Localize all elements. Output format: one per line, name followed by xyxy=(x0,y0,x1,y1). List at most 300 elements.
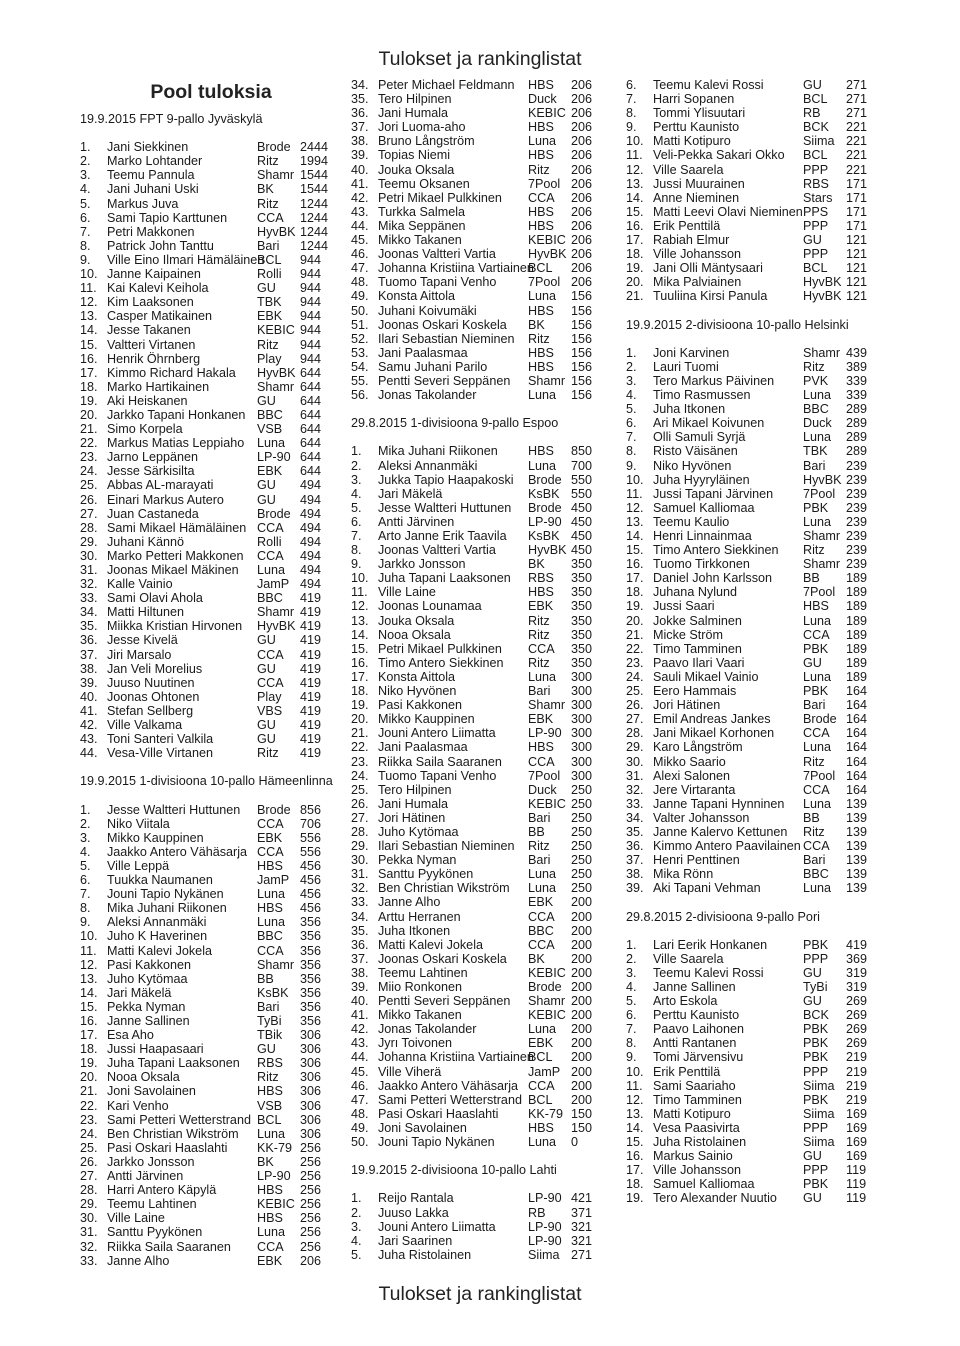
result-row xyxy=(626,726,888,740)
rank: 42. xyxy=(351,190,369,205)
rank: 17. xyxy=(80,365,98,380)
rank: 28. xyxy=(626,726,644,741)
club: Ritz xyxy=(528,655,550,670)
points: 189 xyxy=(846,627,868,642)
club: CCA xyxy=(528,754,555,769)
rank: 15. xyxy=(80,999,98,1014)
club: HBS xyxy=(528,148,554,163)
player-name: Lari Eerik Honkanen xyxy=(653,937,768,952)
result-row xyxy=(351,839,613,853)
club: EBK xyxy=(257,309,283,324)
result-row xyxy=(80,464,342,478)
points: 556 xyxy=(300,830,322,845)
rank: 55. xyxy=(351,373,369,388)
points: 350 xyxy=(571,571,593,586)
result-row xyxy=(80,1028,342,1042)
player-name: Jari Mäkelä xyxy=(107,985,172,1000)
points: 156 xyxy=(571,345,593,360)
points: 456 xyxy=(300,887,322,902)
player-name: Samu Juhani Parilo xyxy=(378,359,488,374)
club: HBS xyxy=(803,599,829,614)
club: Luna xyxy=(528,881,557,896)
player-name: Risto Väisänen xyxy=(653,444,738,459)
points: 319 xyxy=(846,965,868,980)
player-name: Pekka Nyman xyxy=(378,853,457,868)
player-name: Sami Tapio Karttunen xyxy=(107,210,228,225)
rank: 38. xyxy=(626,867,644,882)
club: PBK xyxy=(803,641,829,656)
player-name: Timo Tamminen xyxy=(653,641,742,656)
player-name: Ben Christian Wikström xyxy=(107,1126,239,1141)
points: 164 xyxy=(846,712,868,727)
club: JamP xyxy=(257,577,290,592)
points: 206 xyxy=(571,247,593,262)
club: VSB xyxy=(257,422,283,437)
club: Luna xyxy=(257,887,286,902)
club: Bari xyxy=(528,810,551,825)
player-name: Joonas Valtteri Vartia xyxy=(378,543,496,558)
result-row xyxy=(351,740,613,754)
club: Luna xyxy=(257,1126,286,1141)
player-name: Juho Kytömaa xyxy=(378,824,459,839)
player-name: Jarkko Jonsson xyxy=(378,557,466,572)
player-name: Miio Ronkonen xyxy=(378,980,463,994)
result-row xyxy=(626,374,888,388)
club: BB xyxy=(803,810,820,825)
club: Luna xyxy=(257,915,286,930)
player-name: Jouni Tapio Nykänen xyxy=(378,1135,495,1150)
club: GU xyxy=(257,732,276,747)
points: 150 xyxy=(571,1106,593,1121)
rank: 4. xyxy=(626,388,637,403)
result-row xyxy=(351,769,613,783)
points: 250 xyxy=(571,810,593,825)
points: 121 xyxy=(846,247,868,262)
player-name: Jarkko Tapani Honkanen xyxy=(107,407,246,422)
results-column-1 xyxy=(80,78,342,1268)
player-name: Marko Hartikainen xyxy=(107,379,210,394)
points: 119 xyxy=(846,1191,867,1206)
rank: 12. xyxy=(626,500,644,515)
player-name: Konsta Aittola xyxy=(378,669,456,684)
player-name: Henri Penttinen xyxy=(653,853,740,868)
club: CCA xyxy=(803,782,830,797)
points: 164 xyxy=(846,698,868,713)
rank: 34. xyxy=(80,605,98,620)
player-name: Henrik Öhrnberg xyxy=(107,351,201,366)
points: 219 xyxy=(846,1078,868,1093)
player-name: Joni Savolainen xyxy=(378,1120,467,1135)
result-row xyxy=(351,360,613,374)
rank: 1. xyxy=(80,140,91,155)
result-row xyxy=(626,1065,888,1079)
result-row xyxy=(80,958,342,972)
player-name: Ben Christian Wikström xyxy=(378,881,510,896)
player-name: Pentti Severi Seppänen xyxy=(378,373,511,388)
club: LP-90 xyxy=(528,726,562,741)
points: 119 xyxy=(846,1163,867,1178)
points: 300 xyxy=(571,754,593,769)
rank: 3. xyxy=(626,965,637,980)
rank: 37. xyxy=(351,120,369,135)
points: 200 xyxy=(571,1022,593,1037)
result-row xyxy=(626,867,888,881)
points: 256 xyxy=(300,1140,322,1155)
club: CCA xyxy=(528,937,555,952)
rank: 20. xyxy=(80,407,98,422)
points: 306 xyxy=(300,1112,322,1127)
rank: 30. xyxy=(626,754,644,769)
club: 7Pool xyxy=(528,275,561,290)
rank: 10. xyxy=(80,267,98,282)
points: 644 xyxy=(300,450,322,465)
player-name: Vesa-Ville Virtanen xyxy=(107,746,213,761)
result-row xyxy=(351,529,613,543)
club: GU xyxy=(257,478,276,493)
rank: 3. xyxy=(626,373,637,388)
points: 356 xyxy=(300,943,322,958)
points: 419 xyxy=(300,661,322,676)
rank: 38. xyxy=(351,134,369,149)
player-name: Ville Viherä xyxy=(378,1064,442,1079)
player-name: Jani Siekkinen xyxy=(107,140,189,155)
club: Ritz xyxy=(803,543,825,558)
result-row xyxy=(80,408,342,422)
result-row xyxy=(80,887,342,901)
club: Shamr xyxy=(528,698,566,713)
player-name: Jesse Särkisilta xyxy=(107,464,195,479)
club: Siima xyxy=(528,1247,560,1262)
club: HBS xyxy=(528,444,554,459)
result-row xyxy=(351,910,613,924)
rank: 33. xyxy=(626,796,644,811)
rank: 18. xyxy=(626,1177,644,1192)
club: Shamr xyxy=(257,605,295,620)
player-name: Kim Laaksonen xyxy=(107,295,194,310)
player-name: Matti Kotipuro xyxy=(653,134,731,149)
player-name: Juan Castaneda xyxy=(107,506,199,521)
player-name: Matti Hiltunen xyxy=(107,605,184,620)
rank: 19. xyxy=(626,1191,644,1206)
club: PBK xyxy=(803,1177,829,1192)
rank: 14. xyxy=(626,190,644,205)
points: 250 xyxy=(571,824,593,839)
club: Siima xyxy=(803,134,835,149)
club: HyvBK xyxy=(803,289,842,304)
club: EBK xyxy=(528,599,554,614)
rank: 27. xyxy=(80,1169,98,1184)
points: 289 xyxy=(846,402,868,417)
rank: 12. xyxy=(80,295,98,310)
points: 200 xyxy=(571,994,593,1009)
result-row xyxy=(80,718,342,732)
player-name: Jari Mäkelä xyxy=(378,486,443,501)
rank: 31. xyxy=(626,768,644,783)
player-name: Jyrı Toivonen xyxy=(378,1036,452,1051)
result-row xyxy=(626,881,888,895)
player-name: Turkka Salmela xyxy=(378,204,466,219)
result-row xyxy=(626,571,888,585)
points: 550 xyxy=(571,486,593,501)
rank: 11. xyxy=(80,943,97,958)
rank: 13. xyxy=(80,971,98,986)
points: 219 xyxy=(846,1092,868,1107)
points: 200 xyxy=(571,923,593,938)
result-row xyxy=(80,239,342,253)
player-name: Pasi Oskari Haaslahti xyxy=(378,1106,499,1121)
rank: 40. xyxy=(351,162,369,177)
club: Luna xyxy=(803,881,832,896)
points: 556 xyxy=(300,844,322,859)
rank: 11. xyxy=(351,585,368,600)
club: Bari xyxy=(803,698,826,713)
rank: 35. xyxy=(80,619,98,634)
club: Bari xyxy=(257,238,280,253)
player-name: Jouni Antero Liimatta xyxy=(378,1219,496,1234)
rank: 48. xyxy=(351,1106,369,1121)
club: TBK xyxy=(803,444,828,459)
points: 206 xyxy=(571,120,593,135)
player-name: Juhana Nylund xyxy=(653,585,738,600)
club: BK xyxy=(528,557,545,572)
club: 7Pool xyxy=(528,176,561,191)
rank: 27. xyxy=(351,810,369,825)
player-name: Peter Michael Feldmann xyxy=(378,78,515,92)
points: 256 xyxy=(300,1183,322,1198)
points: 189 xyxy=(846,613,868,628)
rank: 40. xyxy=(80,689,98,704)
club: HBS xyxy=(528,120,554,135)
player-name: Jani Humala xyxy=(378,106,448,121)
points: 269 xyxy=(846,994,868,1009)
club: HBS xyxy=(528,740,554,755)
rank: 23. xyxy=(351,754,369,769)
result-row xyxy=(351,585,613,599)
result-row xyxy=(626,994,888,1008)
points: 189 xyxy=(846,641,868,656)
player-name: Joonas Mikael Mäkinen xyxy=(107,563,239,577)
rank: 15. xyxy=(351,641,369,656)
player-name: Arttu Herranen xyxy=(378,909,461,924)
rank: 34. xyxy=(351,78,369,92)
player-name: Alexi Salonen xyxy=(653,768,731,783)
player-name: Matti Kalevi Jokela xyxy=(378,937,483,952)
player-name: Juha Itkonen xyxy=(378,923,451,938)
player-name: Olli Samuli Syrjä xyxy=(653,430,746,445)
rank: 3. xyxy=(351,1219,362,1234)
points: 289 xyxy=(846,444,868,459)
club: TBK xyxy=(257,295,282,310)
club: RB xyxy=(803,106,821,121)
club: HBS xyxy=(528,303,554,318)
result-row xyxy=(80,619,342,633)
rank: 12. xyxy=(80,957,98,972)
player-name: Teemu Lahtinen xyxy=(107,1197,197,1212)
result-row xyxy=(626,980,888,994)
points: 356 xyxy=(300,957,322,972)
rank: 45. xyxy=(351,1064,369,1079)
result-row xyxy=(80,323,342,337)
rank: 50. xyxy=(351,1135,369,1150)
result-row xyxy=(351,219,613,233)
club: Brode xyxy=(528,472,562,487)
player-name: Teemu Lahtinen xyxy=(378,965,468,980)
club: GU xyxy=(803,233,822,248)
result-row xyxy=(80,253,342,267)
rank: 3. xyxy=(80,830,91,845)
points: 206 xyxy=(571,204,593,219)
rank: 21. xyxy=(626,289,644,304)
result-row xyxy=(80,831,342,845)
rank: 13. xyxy=(626,1106,644,1121)
player-name: Juha Itkonen xyxy=(653,402,726,417)
player-name: Sami Petteri Wetterstrand xyxy=(378,1092,522,1107)
player-name: Joonas Lounamaa xyxy=(378,599,482,614)
result-row xyxy=(626,360,888,374)
club: EBK xyxy=(528,895,554,910)
rank: 1. xyxy=(626,345,637,360)
result-row xyxy=(626,163,888,177)
points: 300 xyxy=(571,740,593,755)
player-name: Perttu Kaunisto xyxy=(653,120,740,135)
result-row xyxy=(351,1206,613,1220)
points: 644 xyxy=(300,464,322,479)
rank: 4. xyxy=(351,486,362,501)
rank: 6. xyxy=(80,873,91,888)
player-name: Jesse Kivelä xyxy=(107,633,178,648)
result-row xyxy=(626,1177,888,1191)
player-name: Jani Paalasmaa xyxy=(378,740,468,755)
player-name: Jani Mikael Korhonen xyxy=(653,726,775,741)
player-name: Micke Ström xyxy=(653,627,723,642)
rank: 28. xyxy=(351,824,369,839)
player-name: Topias Niemi xyxy=(378,148,451,163)
player-name: Mikko Saario xyxy=(653,754,726,769)
rank: 21. xyxy=(80,1084,98,1099)
points: 219 xyxy=(846,1050,868,1065)
rank: 16. xyxy=(626,218,644,233)
rank: 18. xyxy=(80,1042,98,1057)
rank: 39. xyxy=(80,675,98,690)
points: 139 xyxy=(846,824,868,839)
points: 121 xyxy=(846,261,868,276)
club: HyvBK xyxy=(528,543,567,558)
club: PBK xyxy=(803,1022,829,1037)
points: 1544 xyxy=(300,168,329,183)
result-row xyxy=(626,430,888,444)
rank: 15. xyxy=(626,1135,644,1150)
club: Shamr xyxy=(528,994,566,1009)
points: 271 xyxy=(571,1247,593,1262)
result-row xyxy=(626,388,888,402)
result-row xyxy=(626,797,888,811)
points: 164 xyxy=(846,684,868,699)
result-row xyxy=(626,585,888,599)
points: 169 xyxy=(846,1106,868,1121)
club: KEBIC xyxy=(528,1008,566,1023)
result-row xyxy=(351,571,613,585)
club: EBK xyxy=(528,1036,554,1051)
result-row xyxy=(351,1065,613,1079)
club: PBK xyxy=(803,500,829,515)
player-name: Esa Aho xyxy=(107,1028,154,1043)
rank: 27. xyxy=(80,506,98,521)
player-name: Timo Tamminen xyxy=(653,1092,742,1107)
points: 200 xyxy=(571,951,593,966)
club: Stars xyxy=(803,190,833,205)
club: BB xyxy=(803,571,820,586)
player-name: Jani Humala xyxy=(378,796,448,811)
rank: 3. xyxy=(80,168,91,183)
points: 306 xyxy=(300,1126,322,1141)
rank: 8. xyxy=(626,106,637,121)
rank: 8. xyxy=(626,444,637,459)
pool-title: Pool tuloksia xyxy=(150,81,272,103)
player-name: Jere Virtaranta xyxy=(653,782,736,797)
club: Shamr xyxy=(257,168,295,183)
player-name: Jiri Marsalo xyxy=(107,647,172,662)
rank: 44. xyxy=(351,218,369,233)
points: 944 xyxy=(300,309,322,324)
club: HyvBK xyxy=(257,619,296,634)
result-row xyxy=(80,690,342,704)
club: JamP xyxy=(528,1064,561,1079)
player-name: Juha Hyyryläinen xyxy=(653,472,750,487)
club: PPP xyxy=(803,951,829,966)
result-row xyxy=(80,493,342,507)
club: PPP xyxy=(803,218,829,233)
points: 350 xyxy=(571,641,593,656)
club: VSB xyxy=(257,1098,283,1113)
player-name: Tuuliina Kirsi Panula xyxy=(653,289,768,304)
club: CCA xyxy=(257,647,284,662)
result-row xyxy=(626,839,888,853)
result-row xyxy=(626,543,888,557)
rank: 17. xyxy=(626,1163,644,1178)
player-name: Antti Järvinen xyxy=(378,514,455,529)
rank: 35. xyxy=(351,92,369,107)
club: CCA xyxy=(257,844,284,859)
result-row xyxy=(626,1022,888,1036)
result-row xyxy=(351,1220,613,1234)
club: RBS xyxy=(257,1056,283,1071)
rank: 29. xyxy=(80,1197,98,1212)
player-name: Aleksi Annanmäki xyxy=(107,915,207,930)
player-name: Jarkko Jonsson xyxy=(107,1154,195,1169)
result-row xyxy=(80,507,342,521)
result-row xyxy=(351,487,613,501)
points: 139 xyxy=(846,839,868,854)
rank: 11. xyxy=(626,148,643,163)
section-spacer xyxy=(626,895,888,909)
rank: 2. xyxy=(626,359,637,374)
points: 419 xyxy=(300,689,322,704)
club: BCL xyxy=(257,252,282,267)
player-name: Jarno Leppänen xyxy=(107,450,199,465)
points: 644 xyxy=(300,407,322,422)
points: 156 xyxy=(571,289,593,304)
rank: 15. xyxy=(626,204,644,219)
rank: 5. xyxy=(626,994,637,1009)
club: BBC xyxy=(257,929,283,944)
club: GU xyxy=(257,281,276,296)
club: Shamr xyxy=(803,345,841,360)
club: 7Pool xyxy=(528,768,561,783)
points: 350 xyxy=(571,627,593,642)
points: 139 xyxy=(846,810,868,825)
rank: 42. xyxy=(80,718,98,733)
club: GU xyxy=(803,994,822,1009)
